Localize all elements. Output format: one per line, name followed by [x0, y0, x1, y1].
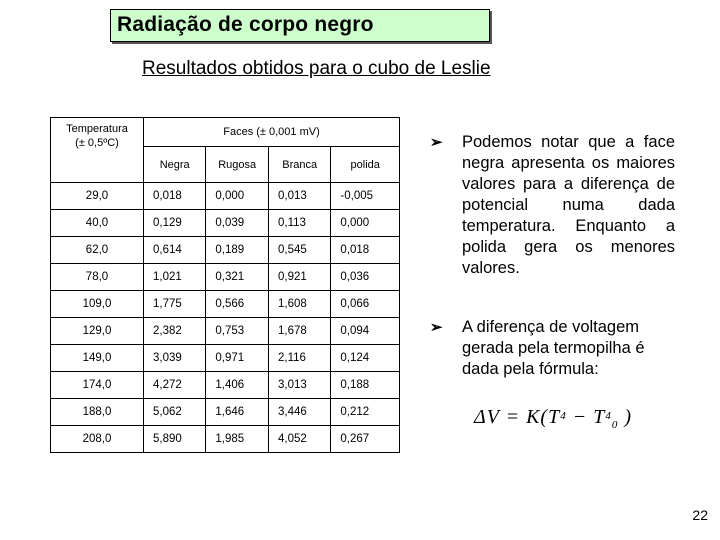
- table-cell-value: 4,272: [144, 372, 206, 399]
- table-cell-temperature: 188,0: [51, 399, 144, 426]
- faces-header: Faces (± 0,001 mV): [144, 118, 400, 147]
- table-cell-value: 0,614: [144, 237, 206, 264]
- table-cell-value: 0,267: [331, 426, 400, 453]
- formula-subscript: 0: [611, 419, 619, 431]
- table-cell-temperature: 174,0: [51, 372, 144, 399]
- table-cell-value: 0,189: [206, 237, 269, 264]
- arrow-bullet-icon: ➢: [430, 319, 443, 336]
- table-cell-value: 5,062: [144, 399, 206, 426]
- table-cell-value: 1,646: [206, 399, 269, 426]
- table-cell-value: 0,129: [144, 210, 206, 237]
- table-cell-value: 1,985: [206, 426, 269, 453]
- table-cell-value: 1,406: [206, 372, 269, 399]
- bullet-text-observation: Podemos notar que a face negra apresenta os maiores valores para a diferença de potencial numa dada temperatura. Enquanto a polida gera os menores valores.: [462, 133, 675, 277]
- table-cell-value: 0,124: [331, 345, 400, 372]
- arrow-bullet-icon: ➢: [430, 134, 443, 151]
- table-cell-value: 0,000: [206, 183, 269, 210]
- table-cell-value: 0,066: [331, 291, 400, 318]
- table-cell-value: 3,446: [269, 399, 331, 426]
- slide-title: Radiação de corpo negro: [117, 13, 374, 36]
- bullet-observation: [430, 132, 675, 279]
- results-table: [50, 117, 400, 453]
- table-cell-value: 0,036: [331, 264, 400, 291]
- table-cell-value: 3,039: [144, 345, 206, 372]
- table-cell-value: 0,018: [331, 237, 400, 264]
- table-row: [51, 426, 400, 453]
- formula-rhs: ): [618, 406, 633, 428]
- voltage-formula: [474, 406, 632, 431]
- slide-subtitle: Resultados obtidos para o cubo de Leslie: [142, 58, 491, 79]
- table-cell-value: 0,566: [206, 291, 269, 318]
- table-cell-value: 2,116: [269, 345, 331, 372]
- table-cell-value: 0,018: [144, 183, 206, 210]
- table-cell-value: 0,039: [206, 210, 269, 237]
- table-cell-value: 2,382: [144, 318, 206, 345]
- formula-exponent-0: 4: [605, 410, 612, 422]
- table-cell-temperature: 29,0: [51, 183, 144, 210]
- column-header-branca: Branca: [269, 147, 331, 183]
- table-cell-value: 1,608: [269, 291, 331, 318]
- table-cell-temperature: 78,0: [51, 264, 144, 291]
- temperature-header-uncertainty: (± 0,5ºC): [75, 137, 119, 149]
- table-row: [51, 372, 400, 399]
- formula-lhs: ΔV = K(T: [474, 406, 561, 428]
- table-cell-value: 4,052: [269, 426, 331, 453]
- table-row: [51, 264, 400, 291]
- temperature-header: [51, 118, 144, 183]
- table-header-row: [51, 118, 400, 147]
- title-box: [110, 9, 490, 42]
- table-row: [51, 237, 400, 264]
- table-row: [51, 210, 400, 237]
- table-row: [51, 345, 400, 372]
- table-cell-value: 1,021: [144, 264, 206, 291]
- table-row: [51, 291, 400, 318]
- table-cell-value: 1,678: [269, 318, 331, 345]
- bullet-text-formula-intro: A diferença de voltagem gerada pela termopilha é dada pela fórmula:: [462, 318, 645, 378]
- table-cell-value: 0,000: [331, 210, 400, 237]
- table-cell-temperature: 208,0: [51, 426, 144, 453]
- table-cell-value: 0,013: [269, 183, 331, 210]
- table-cell-value: 0,094: [331, 318, 400, 345]
- formula-mid: − T: [566, 406, 606, 428]
- temperature-header-label: Temperatura: [66, 123, 128, 135]
- table-cell-value: 0,188: [331, 372, 400, 399]
- table-cell-temperature: 40,0: [51, 210, 144, 237]
- table-row: [51, 318, 400, 345]
- table-cell-value: 3,013: [269, 372, 331, 399]
- table-cell-value: 0,321: [206, 264, 269, 291]
- table-cell-value: 1,775: [144, 291, 206, 318]
- column-header-rugosa: Rugosa: [206, 147, 269, 183]
- page-number: 22: [692, 507, 708, 523]
- table-row: [51, 399, 400, 426]
- table-cell-value: 0,753: [206, 318, 269, 345]
- column-header-negra: Negra: [144, 147, 206, 183]
- table-cell-value: 0,921: [269, 264, 331, 291]
- table-cell-temperature: 129,0: [51, 318, 144, 345]
- table-cell-temperature: 149,0: [51, 345, 144, 372]
- table-cell-value: -0,005: [331, 183, 400, 210]
- bullet-formula-intro: [430, 317, 675, 380]
- table-cell-value: 0,113: [269, 210, 331, 237]
- table-cell-temperature: 62,0: [51, 237, 144, 264]
- table-cell-value: 0,971: [206, 345, 269, 372]
- table-row: [51, 183, 400, 210]
- column-header-polida: polida: [331, 147, 400, 183]
- table-cell-value: 0,212: [331, 399, 400, 426]
- table-cell-value: 0,545: [269, 237, 331, 264]
- table-cell-value: 5,890: [144, 426, 206, 453]
- table-cell-temperature: 109,0: [51, 291, 144, 318]
- formula-exponent: 4: [560, 410, 567, 422]
